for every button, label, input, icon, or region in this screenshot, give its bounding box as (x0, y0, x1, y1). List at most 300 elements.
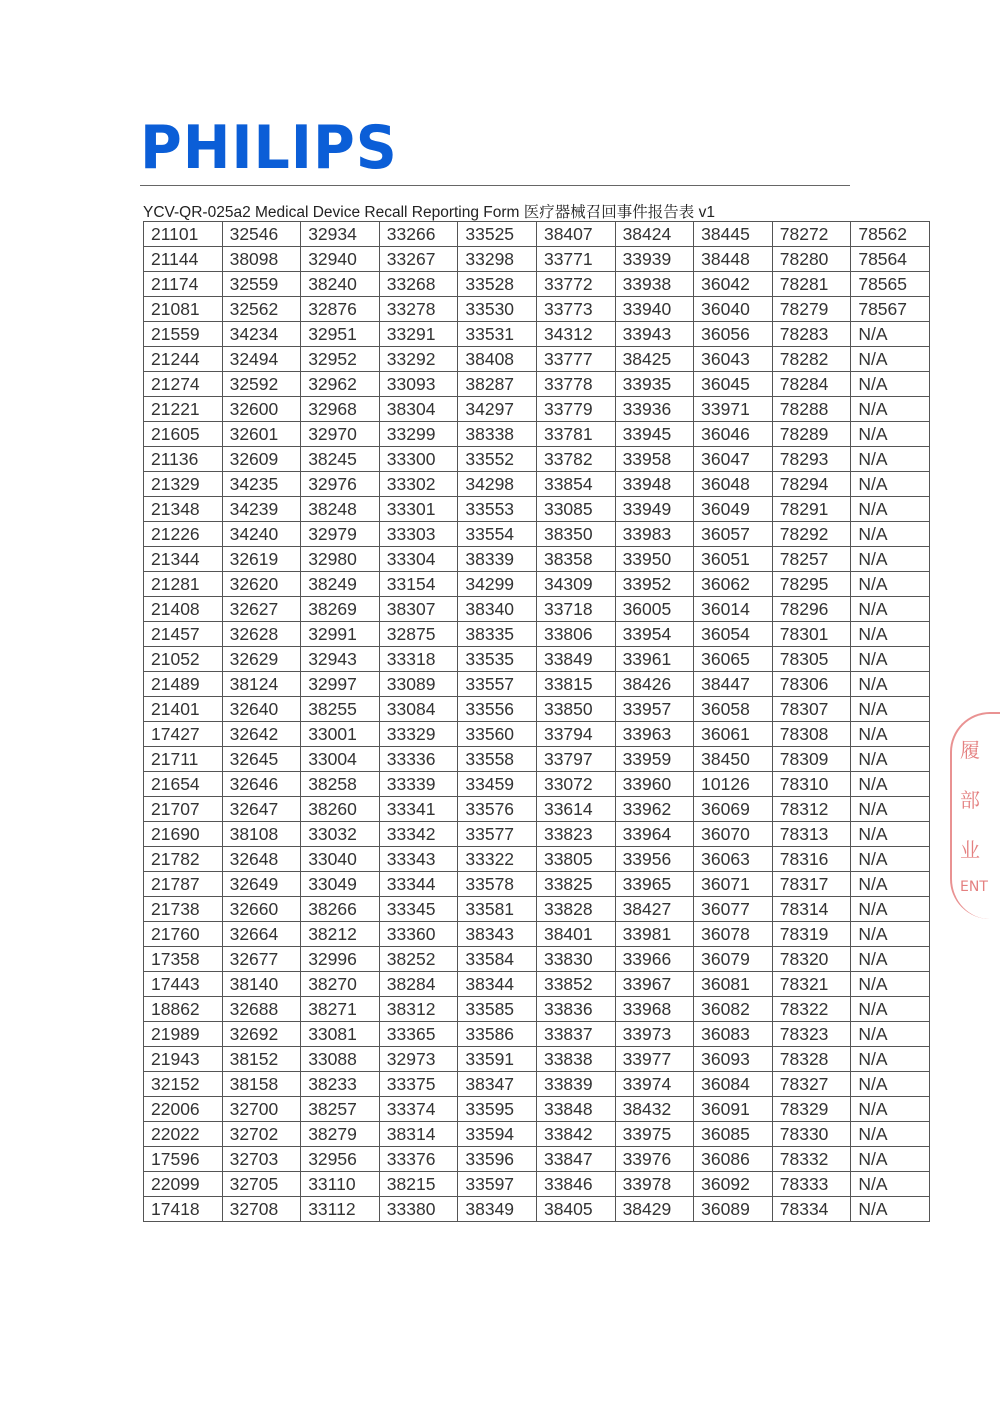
table-cell: 36046 (694, 422, 773, 447)
table-cell: 32677 (222, 947, 301, 972)
table-cell: N/A (851, 1197, 930, 1222)
table-cell: 36048 (694, 472, 773, 497)
table-cell: 38287 (458, 372, 537, 397)
form-title: YCV-QR-025a2 Medical Device Recall Reporting Form 医疗器械召回事件报告表 v1 (143, 204, 715, 221)
table-cell: 32546 (222, 222, 301, 247)
table-cell: 22022 (144, 1122, 223, 1147)
table-cell: 32619 (222, 547, 301, 572)
table-cell: 21348 (144, 497, 223, 522)
table-cell: 78301 (772, 622, 851, 647)
table-cell: N/A (851, 497, 930, 522)
table-row (144, 247, 930, 272)
table-cell: 36085 (694, 1122, 773, 1147)
table-row (144, 597, 930, 622)
table-row (144, 1172, 930, 1197)
table-cell: 33530 (458, 297, 537, 322)
table-cell: 33591 (458, 1047, 537, 1072)
table-cell: 38445 (694, 222, 773, 247)
table-cell: 21457 (144, 622, 223, 647)
table-cell: 38240 (301, 272, 380, 297)
table-cell: 33806 (536, 622, 615, 647)
table-row (144, 1147, 930, 1172)
table-cell: 33553 (458, 497, 537, 522)
table-cell: 33380 (379, 1197, 458, 1222)
table-cell: N/A (851, 422, 930, 447)
table-cell: 38279 (301, 1122, 380, 1147)
table-cell: 32649 (222, 872, 301, 897)
table-cell: 17596 (144, 1147, 223, 1172)
table-cell: 32647 (222, 797, 301, 822)
table-cell: 36084 (694, 1072, 773, 1097)
table-cell: 32152 (144, 1072, 223, 1097)
table-cell: 36093 (694, 1047, 773, 1072)
table-cell: 32991 (301, 622, 380, 647)
table-cell: 33072 (536, 772, 615, 797)
table-cell: 38215 (379, 1172, 458, 1197)
table-cell: 21989 (144, 1022, 223, 1047)
table-cell: 33304 (379, 547, 458, 572)
table-cell: 36049 (694, 497, 773, 522)
table-cell: N/A (851, 522, 930, 547)
table-cell: 21787 (144, 872, 223, 897)
table-cell: 32703 (222, 1147, 301, 1172)
table-cell: 33782 (536, 447, 615, 472)
table-cell: 33614 (536, 797, 615, 822)
table-cell: 33828 (536, 897, 615, 922)
table-cell: 33842 (536, 1122, 615, 1147)
table-cell: 78305 (772, 647, 851, 672)
table-cell: 33964 (615, 822, 694, 847)
table-cell: 33459 (458, 772, 537, 797)
table-cell: 32692 (222, 1022, 301, 1047)
table-cell: 21136 (144, 447, 223, 472)
table-cell: 38271 (301, 997, 380, 1022)
table-row (144, 1047, 930, 1072)
table-cell: 33950 (615, 547, 694, 572)
table-cell: 33342 (379, 822, 458, 847)
table-row (144, 347, 930, 372)
table-cell: 78327 (772, 1072, 851, 1097)
table-row (144, 472, 930, 497)
table-cell: 36079 (694, 947, 773, 972)
table-cell: 33556 (458, 697, 537, 722)
table-cell: 33584 (458, 947, 537, 972)
table-cell: 33345 (379, 897, 458, 922)
table-cell: N/A (851, 397, 930, 422)
table-cell: 33971 (694, 397, 773, 422)
table-cell: 33268 (379, 272, 458, 297)
table-cell: 21081 (144, 297, 223, 322)
table-cell: 33301 (379, 497, 458, 522)
table-cell: 33837 (536, 1022, 615, 1047)
table-row (144, 722, 930, 747)
table-cell: 36056 (694, 322, 773, 347)
table-cell: 21707 (144, 797, 223, 822)
table-cell: 36014 (694, 597, 773, 622)
table-cell: 33081 (301, 1022, 380, 1047)
table-cell: 78562 (851, 222, 930, 247)
table-cell: 33956 (615, 847, 694, 872)
table-row (144, 397, 930, 422)
table-row (144, 747, 930, 772)
table-cell: 78280 (772, 247, 851, 272)
table-cell: 36081 (694, 972, 773, 997)
serial-number-table-body (144, 222, 930, 1222)
table-row (144, 497, 930, 522)
table-cell: 33936 (615, 397, 694, 422)
table-cell: 21244 (144, 347, 223, 372)
table-cell: N/A (851, 672, 930, 697)
table-cell: 32970 (301, 422, 380, 447)
table-cell: 33343 (379, 847, 458, 872)
table-row (144, 372, 930, 397)
table-row (144, 447, 930, 472)
table-cell: 33975 (615, 1122, 694, 1147)
table-cell: 33360 (379, 922, 458, 947)
table-cell: 33794 (536, 722, 615, 747)
table-row (144, 572, 930, 597)
table-cell: 33596 (458, 1147, 537, 1172)
table-cell: 38257 (301, 1097, 380, 1122)
table-cell: 33849 (536, 647, 615, 672)
table-cell: 38252 (379, 947, 458, 972)
table-cell: N/A (851, 547, 930, 572)
table-cell: N/A (851, 1147, 930, 1172)
table-row (144, 647, 930, 672)
table-cell: 33560 (458, 722, 537, 747)
table-cell: 38255 (301, 697, 380, 722)
table-cell: 38427 (615, 897, 694, 922)
table-cell: 38152 (222, 1047, 301, 1072)
table-cell: 38312 (379, 997, 458, 1022)
table-cell: 33805 (536, 847, 615, 872)
table-cell: 78293 (772, 447, 851, 472)
table-cell: 36070 (694, 822, 773, 847)
table-cell: 78319 (772, 922, 851, 947)
table-cell: 21782 (144, 847, 223, 872)
table-cell: 33552 (458, 447, 537, 472)
table-cell: 78309 (772, 747, 851, 772)
table-cell: 78333 (772, 1172, 851, 1197)
table-cell: 34299 (458, 572, 537, 597)
table-cell: 38340 (458, 597, 537, 622)
table-cell: 78291 (772, 497, 851, 522)
table-row (144, 847, 930, 872)
table-cell: 78320 (772, 947, 851, 972)
table-cell: 33154 (379, 572, 458, 597)
table-cell: 33939 (615, 247, 694, 272)
table-cell: 38249 (301, 572, 380, 597)
table-cell: 38284 (379, 972, 458, 997)
table-cell: 33778 (536, 372, 615, 397)
table-cell: 34309 (536, 572, 615, 597)
table-cell: N/A (851, 697, 930, 722)
table-cell: 17443 (144, 972, 223, 997)
table-cell: 36057 (694, 522, 773, 547)
table-cell: 78565 (851, 272, 930, 297)
table-cell: 36042 (694, 272, 773, 297)
table-cell: 33974 (615, 1072, 694, 1097)
header-divider (140, 185, 850, 186)
table-cell: 21329 (144, 472, 223, 497)
table-row (144, 1022, 930, 1047)
table-cell: 33823 (536, 822, 615, 847)
table-cell: 36091 (694, 1097, 773, 1122)
table-cell: 78312 (772, 797, 851, 822)
table-cell: 33846 (536, 1172, 615, 1197)
table-cell: 38344 (458, 972, 537, 997)
table-cell: N/A (851, 322, 930, 347)
table-row (144, 797, 930, 822)
table-cell: 33267 (379, 247, 458, 272)
table-cell: 78288 (772, 397, 851, 422)
table-cell: 38140 (222, 972, 301, 997)
table-cell: 33954 (615, 622, 694, 647)
table-cell: 33365 (379, 1022, 458, 1047)
table-cell: 33973 (615, 1022, 694, 1047)
table-cell: 33957 (615, 697, 694, 722)
table-cell: 33959 (615, 747, 694, 772)
table-cell: 33839 (536, 1072, 615, 1097)
table-cell: 32980 (301, 547, 380, 572)
table-cell: 21943 (144, 1047, 223, 1072)
table-cell: 78322 (772, 997, 851, 1022)
table-cell: 33595 (458, 1097, 537, 1122)
table-cell: 33848 (536, 1097, 615, 1122)
table-cell: 33049 (301, 872, 380, 897)
table-cell: 38314 (379, 1122, 458, 1147)
table-cell: 21401 (144, 697, 223, 722)
table-cell: 36062 (694, 572, 773, 597)
table-row (144, 422, 930, 447)
table-cell: 38358 (536, 547, 615, 572)
table-row (144, 522, 930, 547)
table-cell: 32943 (301, 647, 380, 672)
table-cell: 32601 (222, 422, 301, 447)
table-cell: 32609 (222, 447, 301, 472)
table-row (144, 922, 930, 947)
table-cell: 33525 (458, 222, 537, 247)
table-cell: 21489 (144, 672, 223, 697)
table-cell: 33278 (379, 297, 458, 322)
table-cell: 21559 (144, 322, 223, 347)
table-cell: N/A (851, 997, 930, 1022)
table-cell: 38425 (615, 347, 694, 372)
table-cell: 32628 (222, 622, 301, 647)
table-cell: 78281 (772, 272, 851, 297)
table-cell: 32700 (222, 1097, 301, 1122)
table-cell: 32968 (301, 397, 380, 422)
table-cell: 78307 (772, 697, 851, 722)
table-cell: 38350 (536, 522, 615, 547)
table-cell: 33576 (458, 797, 537, 822)
table-cell: 33983 (615, 522, 694, 547)
table-cell: N/A (851, 947, 930, 972)
table-cell: 33966 (615, 947, 694, 972)
table-cell: 78316 (772, 847, 851, 872)
table-cell: 32962 (301, 372, 380, 397)
table-cell: N/A (851, 1072, 930, 1097)
table-cell: 33375 (379, 1072, 458, 1097)
table-cell: 21101 (144, 222, 223, 247)
table-cell: 33825 (536, 872, 615, 897)
table-cell: 38245 (301, 447, 380, 472)
table-cell: 78284 (772, 372, 851, 397)
table-cell: 38429 (615, 1197, 694, 1222)
table-cell: 38304 (379, 397, 458, 422)
table-cell: 38212 (301, 922, 380, 947)
table-cell: N/A (851, 572, 930, 597)
table-cell: N/A (851, 447, 930, 472)
table-cell: 78292 (772, 522, 851, 547)
table-cell: 33952 (615, 572, 694, 597)
table-cell: 36061 (694, 722, 773, 747)
table-cell: 33558 (458, 747, 537, 772)
table-cell: 38233 (301, 1072, 380, 1097)
table-cell: 33781 (536, 422, 615, 447)
table-cell: 33557 (458, 672, 537, 697)
table-cell: 38347 (458, 1072, 537, 1097)
table-cell: 33339 (379, 772, 458, 797)
table-cell: 36063 (694, 847, 773, 872)
table-cell: 36065 (694, 647, 773, 672)
table-cell: 33978 (615, 1172, 694, 1197)
table-cell: 21760 (144, 922, 223, 947)
table-cell: 32997 (301, 672, 380, 697)
table-cell: N/A (851, 347, 930, 372)
table-cell: 36045 (694, 372, 773, 397)
table-cell: 33578 (458, 872, 537, 897)
table-cell: N/A (851, 822, 930, 847)
table-cell: 38424 (615, 222, 694, 247)
table-cell: 32642 (222, 722, 301, 747)
table-cell: 38258 (301, 772, 380, 797)
table-cell: 78313 (772, 822, 851, 847)
table-cell: 32600 (222, 397, 301, 422)
table-cell: 21144 (144, 247, 223, 272)
table-cell: 34297 (458, 397, 537, 422)
table-cell: 36083 (694, 1022, 773, 1047)
table-cell: 33291 (379, 322, 458, 347)
table-cell: 38266 (301, 897, 380, 922)
table-cell: 36040 (694, 297, 773, 322)
table-row (144, 547, 930, 572)
table-cell: 33773 (536, 297, 615, 322)
table-cell: 21274 (144, 372, 223, 397)
table-cell: 36051 (694, 547, 773, 572)
table-cell: 78332 (772, 1147, 851, 1172)
table-cell: 32494 (222, 347, 301, 372)
table-cell: 38426 (615, 672, 694, 697)
table-cell: 33850 (536, 697, 615, 722)
table-cell: 32952 (301, 347, 380, 372)
table-cell: 33948 (615, 472, 694, 497)
table-cell: 34240 (222, 522, 301, 547)
table-cell: N/A (851, 472, 930, 497)
table-cell: 21281 (144, 572, 223, 597)
table-cell: 33577 (458, 822, 537, 847)
table-cell: 32664 (222, 922, 301, 947)
table-cell: 36047 (694, 447, 773, 472)
table-cell: 36043 (694, 347, 773, 372)
table-cell: 36005 (615, 597, 694, 622)
philips-logo: PHILIPS (140, 113, 398, 183)
table-cell: N/A (851, 1022, 930, 1047)
table-cell: 78330 (772, 1122, 851, 1147)
table-cell: 21711 (144, 747, 223, 772)
table-cell: 38408 (458, 347, 537, 372)
table-cell: 32646 (222, 772, 301, 797)
table-cell: 33528 (458, 272, 537, 297)
table-cell: 33597 (458, 1172, 537, 1197)
table-cell: 33535 (458, 647, 537, 672)
table-cell: 17418 (144, 1197, 223, 1222)
table-cell: N/A (851, 797, 930, 822)
table-cell: 33981 (615, 922, 694, 947)
table-cell: 32708 (222, 1197, 301, 1222)
table-cell: 36082 (694, 997, 773, 1022)
table-cell: 33585 (458, 997, 537, 1022)
table-cell: 33001 (301, 722, 380, 747)
table-cell: 33838 (536, 1047, 615, 1072)
table-cell: 33847 (536, 1147, 615, 1172)
table-row (144, 772, 930, 797)
table-row (144, 297, 930, 322)
table-cell: 33943 (615, 322, 694, 347)
table-cell: 33772 (536, 272, 615, 297)
table-cell: 78295 (772, 572, 851, 597)
table-row (144, 1072, 930, 1097)
table-cell: 38307 (379, 597, 458, 622)
table-cell: 21408 (144, 597, 223, 622)
table-cell: 33376 (379, 1147, 458, 1172)
table-cell: 33777 (536, 347, 615, 372)
table-cell: 78296 (772, 597, 851, 622)
table-row (144, 822, 930, 847)
table-cell: 33961 (615, 647, 694, 672)
table-cell: 33531 (458, 322, 537, 347)
table-cell: 33940 (615, 297, 694, 322)
table-cell: 38269 (301, 597, 380, 622)
table-cell: 38447 (694, 672, 773, 697)
table-cell: 33935 (615, 372, 694, 397)
table-cell: 33322 (458, 847, 537, 872)
table-row (144, 322, 930, 347)
table-cell: 78334 (772, 1197, 851, 1222)
table-cell: 33302 (379, 472, 458, 497)
table-cell: 32562 (222, 297, 301, 322)
table-cell: 33836 (536, 997, 615, 1022)
table-cell: N/A (851, 897, 930, 922)
table-cell: 33977 (615, 1047, 694, 1072)
table-cell: 32648 (222, 847, 301, 872)
company-seal-stamp: 履 部 业 ENT (950, 712, 1000, 919)
table-cell: 32976 (301, 472, 380, 497)
table-cell: 10126 (694, 772, 773, 797)
table-cell: 33266 (379, 222, 458, 247)
table-cell: 32705 (222, 1172, 301, 1197)
table-cell: 32629 (222, 647, 301, 672)
table-cell: 33581 (458, 897, 537, 922)
table-cell: 33299 (379, 422, 458, 447)
table-cell: 33830 (536, 947, 615, 972)
table-cell: 33797 (536, 747, 615, 772)
table-cell: 33032 (301, 822, 380, 847)
table-cell: N/A (851, 372, 930, 397)
table-cell: 32951 (301, 322, 380, 347)
table-cell: 32875 (379, 622, 458, 647)
table-cell: 33958 (615, 447, 694, 472)
